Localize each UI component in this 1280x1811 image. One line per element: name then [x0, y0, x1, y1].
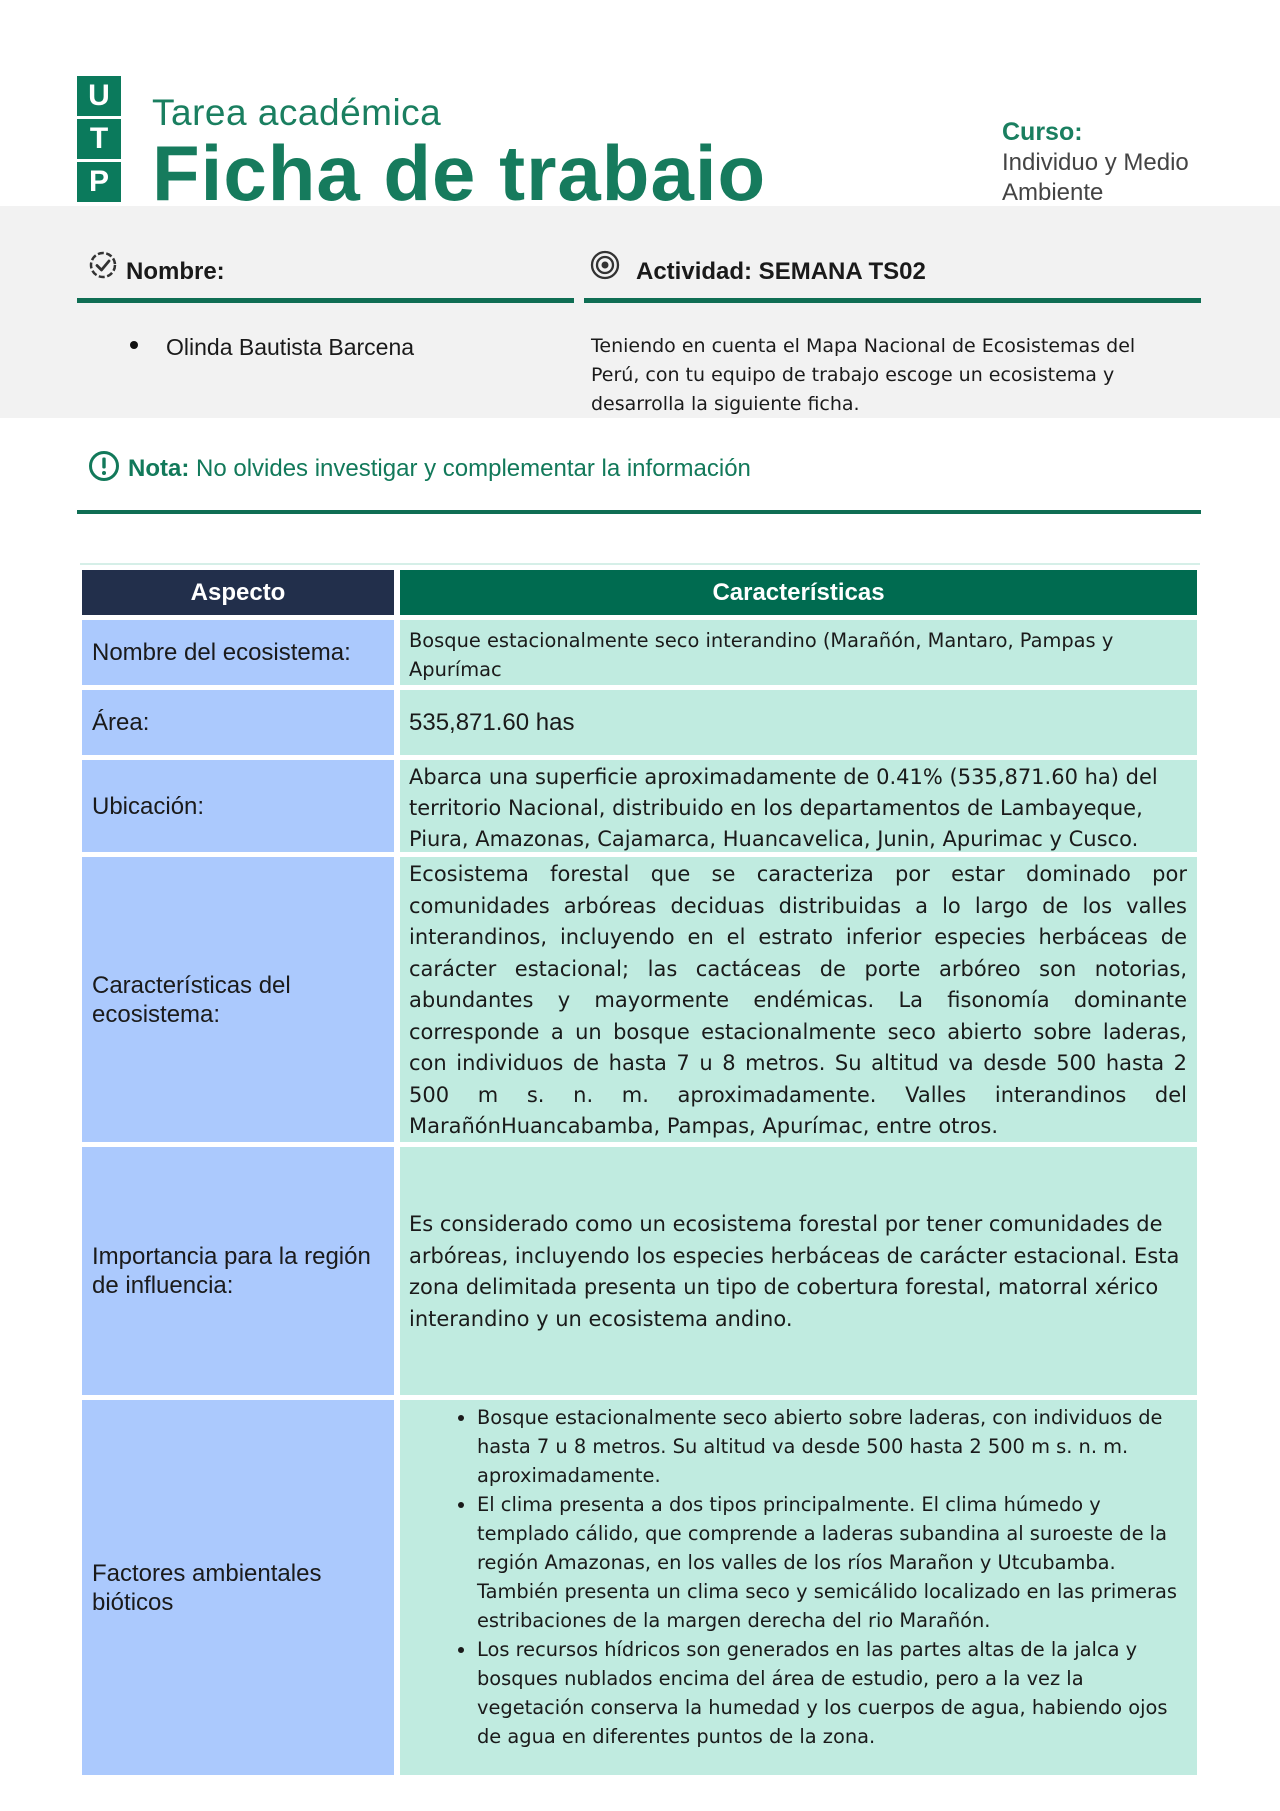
- utp-logo: [77, 76, 121, 204]
- nombre-label: Nombre:: [126, 258, 225, 285]
- factor-item: • Los recursos hídricos son generados en las partes altas de la jalca y bosques nublados encima del área de estudio, pero a la vez la vegetación conserva la humedad y los cuerpos de agua, habiendo ojos de agua en diferentes puntos de la zona.: [477, 1635, 1187, 1751]
- nombre-rule: [77, 298, 574, 303]
- aspect-cell-area: Área:: [82, 690, 394, 755]
- value-cell-ubicacion: Abarca una superficie aproximadamente de 0.41% (535,871.60 ha) del territorio Nacional, distribuido en los departamentos de Lambayeque, Piura, Amazonas, Cajamarca, Huancavelica, Junin, Apurimac y Cusco.: [400, 760, 1197, 852]
- curso-value: Individuo y Medio Ambiente: [1002, 149, 1189, 206]
- check-badge-icon: [88, 250, 118, 280]
- factor-item: • Bosque estacionalmente seco abierto sobre laderas, con individuos de hasta 7 u 8 metros. Su altitud va desde 500 hasta 2 500 m s. n. m. aproximadamente.: [477, 1403, 1187, 1490]
- header-aspecto: Aspecto: [82, 570, 394, 615]
- value-cell-factores: [400, 1400, 1197, 1775]
- actividad-label: Actividad: SEMANA TS02: [636, 258, 926, 285]
- nota-text: No olvides investigar y complementar la información: [189, 455, 751, 482]
- value-cell-area: 535,871.60 has: [400, 690, 1197, 755]
- student-name: Olinda Bautista Barcena: [166, 334, 415, 360]
- aspect-cell-ubicacion: Ubicación:: [82, 760, 394, 852]
- aspect-cell-nombre: Nombre del ecosistema:: [82, 620, 394, 685]
- curso-label: Curso:: [1002, 118, 1083, 146]
- factor-item: • El clima presenta a dos tipos principalmente. El clima húmedo y templado cálido, que comprende a laderas subandina al suroeste de la región Amazonas, en los valles de los ríos Marañon y Utcubamba. También presenta un clima seco y semicálido localizado en las primeras estribaciones de la margen derecha del rio Marañón.: [477, 1490, 1187, 1635]
- actividad-rule: [584, 298, 1201, 303]
- header-caracteristicas: Características: [400, 570, 1197, 615]
- aspect-cell-importancia: Importancia para la región de influencia:: [82, 1147, 394, 1395]
- table-top-line: [80, 563, 1200, 565]
- aspect-cell-caracteristicas: Características del ecosistema:: [82, 857, 394, 1142]
- logo-letter-u: U: [77, 76, 121, 116]
- value-cell-caracteristicas: Ecosistema forestal que se caracteriza por estar dominado por comunidades arbóreas deciduas distribuidas a lo largo de los valles interandinos, incluyendo en el estrato inferior especies herbáceas de carácter estacional; las cactáceas de porte arbóreo son notorias, abundantes y mayormente endémicas. La fisonomía dominante corresponde a un bosque estacionalmente seco abierto sobre laderas, con individuos de hasta 7 u 8 metros. Su altitud va desde 500 hasta 2 500 m s. n. m. aproximadamente. Valles interandinos del MarañónHuancabamba, Pampas, Apurímac, entre otros.: [400, 857, 1197, 1142]
- nota-line: [128, 455, 751, 483]
- actividad-description: Teniendo en cuenta el Mapa Nacional de Ecosistemas del Perú, con tu equipo de trabajo escoge un ecosistema y desarrolla la siguiente ficha.: [591, 335, 1136, 415]
- alert-circle-icon: [88, 450, 120, 482]
- value-cell-importancia: Es considerado como un ecosistema forestal por tener comunidades de arbóreas, incluyendo los especies herbáceas de carácter estacional. Esta zona delimitada presenta un tipo de cobertura forestal, matorral xérico interandino y un ecosistema andino.: [400, 1147, 1197, 1395]
- aspect-cell-factores: Factores ambientales bióticos: [82, 1400, 394, 1775]
- nota-label: Nota:: [128, 455, 190, 482]
- nota-rule: [77, 510, 1201, 514]
- student-bullet: [130, 341, 138, 349]
- value-cell-nombre: Bosque estacionalmente seco interandino (Marañón, Mantaro, Pampas y Apurímac: [400, 620, 1197, 685]
- logo-letter-p: P: [77, 162, 121, 202]
- document-subtitle: Tarea académica: [152, 92, 442, 133]
- target-icon: [590, 250, 620, 280]
- logo-letter-t: T: [77, 119, 121, 159]
- document-title: Ficha de trabaio: [152, 129, 767, 206]
- factores-list: [409, 1403, 1187, 1751]
